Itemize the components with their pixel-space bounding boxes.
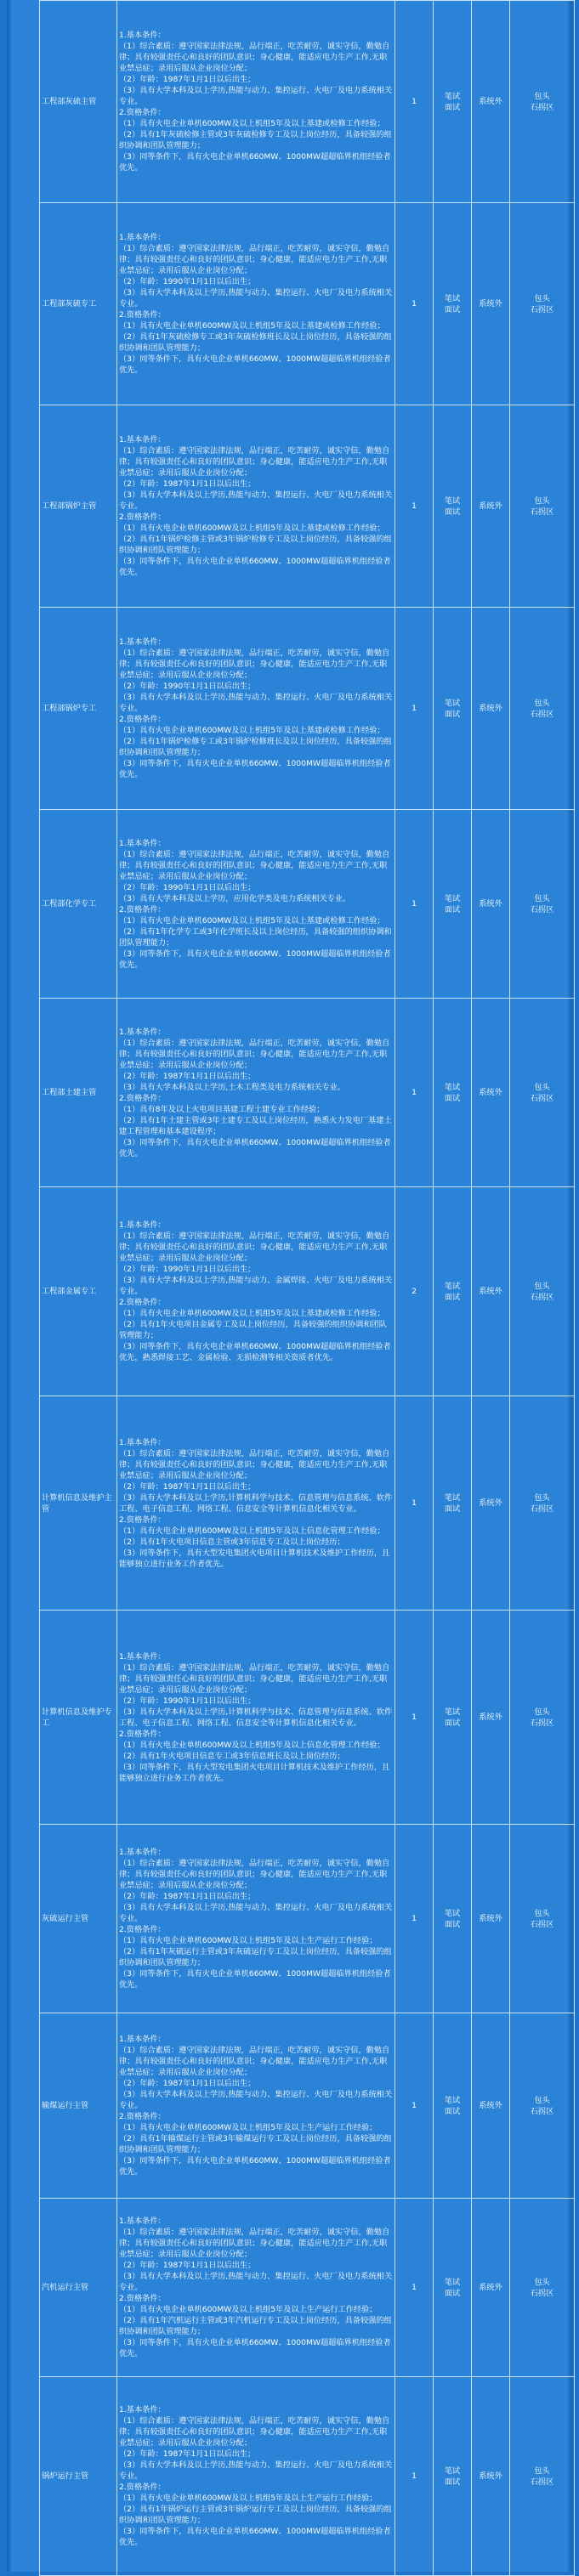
exam-method-item: 面试 [444, 2288, 461, 2298]
requirement-line: （2）具有1年灰硫检修专工或3年灰硫检修班长及以上岗位经历，具备较强的组织协调和团队管理能力； [119, 332, 392, 353]
recruit-scope: 系统外 [472, 405, 510, 608]
requirement-line: （1）具有火电企业单机600MW及以上机组5年及以上生产运行工作经验； [119, 2305, 377, 2314]
exam-method-item: 笔试 [444, 1492, 461, 1503]
table-row [40, 2199, 575, 2377]
requirement-line: （3）同等条件下，具有火电企业单机660MW、1000MW超超临界机组经验者优先。 [119, 557, 391, 577]
position-title: 工程部灰硫主管 [40, 1, 117, 203]
requirements-cell [117, 405, 395, 608]
requirements-cell [117, 2199, 395, 2377]
requirement-line: （2）具有1年汽机运行主管或3年汽机运行专工及以上岗位经历，具备较强的组织协调和团队管理能力； [119, 2316, 392, 2336]
recruit-scope: 系统外 [472, 1, 510, 203]
requirement-line: （2）具有1年锅炉运行主管或3年锅炉运行专工及以上岗位经历，具备较强的组织协调和团队管理能力； [119, 2505, 392, 2525]
exam-method [434, 405, 472, 608]
requirement-line: （3）具有大学本科及以上学历,热能与动力、集控运行、火电厂及电力系统相关专业。 [119, 2460, 393, 2481]
requirement-line: （3）同等条件下，具有火电企业单机660MW、1000MW超超临界机组经验者优先。 [119, 759, 391, 779]
requirement-line: （3）同等条件下，具有火电企业单机660MW、1000MW超超临界机组经验者优先。 [119, 948, 391, 970]
position-title: 工程部锅炉主管 [40, 405, 117, 608]
requirement-line: （1）综合素质：遵守国家法律法规，品行端正，吃苦耐劳，诚实守信，勤勉自律；具有较强责任心和良好的团队意识；身心健康，能适应电力生产工作,无职业禁忌症；录用后服从企业岗位分配； [119, 849, 390, 881]
work-location [510, 999, 575, 1187]
exam-method [434, 1, 472, 203]
table-row [40, 2377, 575, 2576]
work-location-item: 石拐区 [530, 709, 554, 719]
work-location-item: 石拐区 [530, 2106, 554, 2116]
requirement-line: （3）具有大学本科及以上学历,热能与动力、金属焊接、火电厂及电力系统相关专业。 [119, 1276, 393, 1296]
requirement-line: （2）年龄：1990年1月1日以后出生； [119, 682, 256, 691]
headcount: 1 [395, 1825, 434, 2013]
requirement-line: 2.资格条件： [119, 1093, 166, 1103]
requirement-line: （3）同等条件下，具有火电企业单机660MW、1000MW超超临界机组经验者优先，熟悉焊接工艺、金属检验、无损检测等相关资质者优先。 [119, 1342, 391, 1362]
work-location-item: 包头 [534, 91, 550, 101]
exam-method [434, 203, 472, 405]
requirement-line: （1）综合素质：遵守国家法律法规，品行端正，吃苦耐劳，诚实守信，勤勉自律；具有较强责任心和良好的团队意识；身心健康，能适应电力生产工作,无职业禁忌症；录用后服从企业岗位分配； [119, 2416, 390, 2448]
work-location-item: 石拐区 [530, 1093, 554, 1103]
work-location-item: 石拐区 [530, 304, 554, 314]
requirement-line: （3）具有大学本科及以上学历,热能与动力、集控运行、火电厂及电力系统相关专业。 [119, 490, 393, 511]
requirement-line: （2）年龄：1990年1月1日以后出生； [119, 277, 256, 286]
requirement-line: （2）年龄：1987年1月1日以后出生； [119, 1481, 256, 1492]
exam-method-item: 面试 [444, 709, 461, 719]
recruit-scope: 系统外 [472, 999, 510, 1187]
work-location [510, 2377, 575, 2576]
exam-method [434, 999, 472, 1187]
requirement-line: （1）具有火电企业单机600MW及以上机组5年及以上生产运行工作经验； [119, 2494, 377, 2503]
table-row [40, 405, 575, 608]
recruit-scope: 系统外 [472, 1611, 510, 1825]
requirements-cell [117, 203, 395, 405]
headcount: 1 [395, 405, 434, 608]
position-title: 计算机信息及维护主管 [40, 1396, 117, 1611]
work-location-item: 包头 [534, 495, 550, 506]
requirement-line: （1）综合素质：遵守国家法律法规，品行端正，吃苦耐劳，诚实守信，勤勉自律；具有较强责任心和良好的团队意识；身心健康，能适应电力生产工作,无职业禁忌症；录用后服从企业岗位分配； [119, 2046, 390, 2077]
requirements-cell [117, 1396, 395, 1611]
recruit-scope: 系统外 [472, 2013, 510, 2199]
position-title: 计算机信息及维护专工 [40, 1611, 117, 1825]
requirement-line: （2）具有1年锅炉检修主管或3年锅炉检修专工及以上岗位经历，具备较强的组织协调和团队管理能力； [119, 535, 392, 555]
requirement-line: 1.基本条件： [119, 31, 166, 40]
work-location-item: 包头 [534, 2277, 550, 2287]
requirement-line: 2.资格条件： [119, 715, 166, 724]
exam-method [434, 1611, 472, 1825]
requirement-line: 1.基本条件： [119, 233, 166, 242]
requirement-line: （2）年龄：1990年1月1日以后出生； [119, 882, 256, 892]
requirement-line: （3）同等条件下，具有火电企业单机660MW、1000MW超超临界机组经验者优先。 [119, 1137, 391, 1158]
exam-method [434, 2199, 472, 2377]
job-table-body [40, 1, 575, 2576]
recruit-scope: 系统外 [472, 1396, 510, 1611]
exam-method-item: 笔试 [444, 893, 461, 903]
headcount: 1 [395, 999, 434, 1187]
requirements-cell [117, 1187, 395, 1396]
requirements-cell [117, 999, 395, 1187]
requirement-line: （2）具有1年火电项目信息专工或3年信息班长及以上岗位经历； [119, 1751, 345, 1761]
headcount: 1 [395, 2013, 434, 2199]
exam-method [434, 1396, 472, 1611]
requirement-line: （1）综合素质：遵守国家法律法规，品行端正，吃苦耐劳，诚实守信，勤勉自律；具有较强责任心和良好的团队意识；身心健康，能适应电力生产工作,无职业禁忌症；录用后服从企业岗位分配； [119, 1231, 390, 1263]
headcount: 1 [395, 2377, 434, 2576]
requirement-line: （1）综合素质：遵守国家法律法规，品行端正，吃苦耐劳，诚实守信，勤勉自律；具有较强责任心和良好的团队意识；身心健康，能适应电力生产工作,无职业禁忌症；录用后服从企业岗位分配； [119, 2228, 390, 2259]
recruit-scope: 系统外 [472, 810, 510, 999]
requirement-line: 2.资格条件： [119, 1514, 166, 1525]
requirement-line: （3）具有大学本科及以上学历,热能与动力、集控运行、火电厂及电力系统相关专业。 [119, 86, 393, 106]
requirement-line: （2）年龄：1987年1月1日以后出生； [119, 2079, 256, 2088]
requirement-line: （2）年龄：1987年1月1日以后出生； [119, 2449, 256, 2459]
work-location [510, 1825, 575, 2013]
work-location-item: 包头 [534, 1082, 550, 1092]
headcount: 1 [395, 810, 434, 999]
headcount: 1 [395, 203, 434, 405]
requirements-cell [117, 810, 395, 999]
requirement-line: （2）年龄：1987年1月1日以后出生； [119, 75, 256, 84]
requirement-line: （1）具有火电企业单机600MW及以上机组5年及以上生产运行工作经验； [119, 2123, 377, 2132]
requirement-line: （2）具有1年土建主管或3年土建专工及以上岗位经历，熟悉火力发电厂基建土建工程管理和基本建设程序； [119, 1115, 392, 1136]
table-row [40, 1825, 575, 2013]
requirement-line: 1.基本条件： [119, 1027, 166, 1037]
exam-method-item: 笔试 [444, 495, 461, 506]
work-location [510, 1, 575, 203]
exam-method-item: 面试 [444, 2477, 461, 2487]
exam-method-item: 面试 [444, 1718, 461, 1728]
recruit-scope: 系统外 [472, 2199, 510, 2377]
requirement-line: （2）具有1年火电项目信息主管或3年信息专工及以上岗位经历； [119, 1537, 345, 1547]
work-location-item: 包头 [534, 2095, 550, 2105]
requirement-line: （1）综合素质：遵守国家法律法规，品行端正，吃苦耐劳，诚实守信，勤勉自律；具有较强责任心和良好的团队意识；身心健康，能适应电力生产工作,无职业禁忌症；录用后服从企业岗位分配； [119, 244, 390, 275]
work-location-item: 石拐区 [530, 2477, 554, 2487]
exam-method-item: 笔试 [444, 1281, 461, 1291]
work-location-item: 包头 [534, 1281, 550, 1291]
requirement-line: （2）年龄：1987年1月1日以后出生； [119, 479, 256, 489]
requirement-line: 1.基本条件： [119, 2405, 166, 2415]
requirement-line: （3）同等条件下，具有火电企业单机660MW、1000MW超超临界机组经验者优先。 [119, 1969, 391, 1990]
work-location [510, 203, 575, 405]
work-location-item: 石拐区 [530, 1919, 554, 1929]
position-title: 工程部锅炉专工 [40, 608, 117, 810]
requirement-line: 1.基本条件： [119, 435, 166, 444]
position-title: 工程部金属专工 [40, 1187, 117, 1396]
headcount: 1 [395, 2199, 434, 2377]
requirement-line: 1.基本条件： [119, 1848, 166, 1857]
requirement-line: 2.资格条件： [119, 1298, 166, 1307]
table-row [40, 810, 575, 999]
requirement-line: （3）具有大学本科及以上学历,热能与动力、集控运行、火电厂及电力系统相关专业。 [119, 288, 393, 309]
requirement-line: （1）具有火电企业单机600MW及以上机组5年及以上基建或检修工作经验； [119, 726, 385, 735]
requirement-line: （2）年龄：1987年1月1日以后出生； [119, 1071, 256, 1081]
position-title: 工程部灰硫专工 [40, 203, 117, 405]
exam-method [434, 1825, 472, 2013]
requirement-line: （1）综合素质：遵守国家法律法规，品行端正，吃苦耐劳，诚实守信，勤勉自律；具有较强责任心和良好的团队意识；身心健康，能适应电力生产工作,无职业禁忌症；录用后服从企业岗位分配； [119, 1859, 390, 1890]
requirement-line: （3）同等条件下，具有火电企业单机660MW、1000MW超超临界机组经验者优先。 [119, 152, 391, 173]
exam-method [434, 2377, 472, 2576]
requirement-line: （3）具有大学本科及以上学历，应用化学类及电力系统相关专业。 [119, 893, 351, 903]
work-location [510, 608, 575, 810]
exam-method-item: 面试 [444, 102, 461, 112]
work-location-item: 包头 [534, 1908, 550, 1918]
work-location-item: 石拐区 [530, 904, 554, 914]
requirement-line: （3）同等条件下，具有大型发电集团火电项目计算机技术及维护工作经历，且能够独立进行业务工作者优先。 [119, 1548, 390, 1569]
requirements-cell [117, 2377, 395, 2576]
work-location-item: 石拐区 [530, 1503, 554, 1514]
requirement-line: （1）具有火电企业单机600MW及以上机组5年及以上信息化管理工作经验； [119, 1526, 385, 1536]
headcount: 1 [395, 1396, 434, 1611]
exam-method-item: 面试 [444, 1292, 461, 1302]
work-location [510, 1396, 575, 1611]
work-location-item: 石拐区 [530, 2288, 554, 2298]
requirements-cell [117, 1611, 395, 1825]
position-title: 锅炉运行主管 [40, 2377, 117, 2576]
requirements-cell [117, 2013, 395, 2199]
requirements-cell [117, 1825, 395, 2013]
requirement-line: （1）具有火电企业单机600MW及以上机组5年及以上生产运行工作经验； [119, 1936, 377, 1945]
position-title: 工程部土建主管 [40, 999, 117, 1187]
exam-method-item: 笔试 [444, 293, 461, 303]
work-location-item: 包头 [534, 293, 550, 303]
requirement-line: （3）具有大学本科及以上学历,计算机科学与技术、信息管理与信息系统、软件工程、电子信息工程、网络工程、信息安全等计算机信息化相关专业。 [119, 1492, 393, 1514]
requirement-line: （1）综合素质：遵守国家法律法规，品行端正，吃苦耐劳，诚实守信，勤勉自律；具有较强责任心和良好的团队意识；身心健康，能适应电力生产工作,无职业禁忌症；录用后服从企业岗位分配； [119, 1448, 390, 1480]
requirement-line: 1.基本条件： [119, 1220, 166, 1230]
requirement-line: 2.资格条件： [119, 2483, 166, 2492]
requirement-line: （2）具有1年锅炉检修专工或3年锅炉检修班长及以上岗位经历，具备较强的组织协调和团队管理能力； [119, 737, 392, 757]
requirement-line: （3）具有大学本科及以上学历,热能与动力、集控运行、火电厂及电力系统相关专业。 [119, 2090, 393, 2110]
position-title: 输煤运行主管 [40, 2013, 117, 2199]
requirement-line: （1）综合素质：遵守国家法律法规，品行端正，吃苦耐劳，诚实守信，勤勉自律；具有较强责任心和良好的团队意识；身心健康，能适应电力生产工作,无职业禁忌症；录用后服从企业岗位分配； [119, 648, 390, 680]
headcount: 1 [395, 1, 434, 203]
requirement-line: （3）同等条件下，具有火电企业单机660MW、1000MW超超临界机组经验者优先。 [119, 354, 391, 375]
requirement-line: （1）具有火电企业单机600MW及以上机组5年及以上基建或检修工作经验； [119, 321, 385, 331]
requirement-line: （3）具有大学本科及以上学历,热能与动力、集控运行、火电厂及电力系统相关专业。 [119, 2272, 393, 2292]
requirement-line: （1）综合素质：遵守国家法律法规，品行端正，吃苦耐劳，诚实守信，勤勉自律；具有较强责任心和良好的团队意识；身心健康，能适应电力生产工作,无职业禁忌症；录用后服从企业岗位分配； [119, 1038, 390, 1070]
work-location-item: 石拐区 [530, 507, 554, 517]
requirement-line: 2.资格条件： [119, 310, 166, 320]
position-title: 灰硫运行主管 [40, 1825, 117, 2013]
exam-method-item: 面试 [444, 1093, 461, 1103]
requirement-line: （3）同等条件下，具有大型发电集团火电项目计算机技术及维护工作经历，且能够独立进行业务工作者优先。 [119, 1762, 390, 1783]
job-table [39, 0, 575, 2576]
requirement-line: （2）具有1年输煤运行主管或3年输煤运行专工及以上岗位经历，具备较强的组织协调和团队管理能力； [119, 2134, 392, 2154]
requirement-line: （2）年龄：1987年1月1日以后出生； [119, 2261, 256, 2270]
requirement-line: （3）具有大学本科及以上学历,土木工程类及电力系统相关专业。 [119, 1082, 346, 1092]
exam-method-item: 面试 [444, 1503, 461, 1514]
work-location-item: 包头 [534, 1492, 550, 1503]
recruit-scope: 系统外 [472, 1825, 510, 2013]
requirement-line: （3）具有大学本科及以上学历,计算机科学与技术、信息管理与信息系统、软件工程、电子信息工程、网络工程、信息安全等计算机信息化相关专业。 [119, 1707, 393, 1728]
work-location [510, 1187, 575, 1396]
work-location-item: 包头 [534, 1707, 550, 1717]
table-row [40, 1187, 575, 1396]
work-location-item: 石拐区 [530, 1292, 554, 1302]
requirement-line: 1.基本条件： [119, 1437, 166, 1447]
work-location-item: 石拐区 [530, 102, 554, 112]
requirement-line: （1）综合素质：遵守国家法律法规，品行端正，吃苦耐劳，诚实守信，勤勉自律；具有较强责任心和良好的团队意识；身心健康，能适应电力生产工作,无职业禁忌症；录用后服从企业岗位分配； [119, 1662, 390, 1695]
requirement-line: （1）具有火电企业单机600MW及以上机组5年及以上基建或检修工作经验； [119, 915, 385, 926]
work-location [510, 2013, 575, 2199]
requirement-line: 1.基本条件： [119, 1651, 166, 1662]
headcount: 2 [395, 1187, 434, 1396]
table-row [40, 999, 575, 1187]
requirement-line: （3）同等条件下，具有火电企业单机660MW、1000MW超超临界机组经验者优先。 [119, 2156, 391, 2177]
work-location-item: 包头 [534, 893, 550, 903]
headcount: 1 [395, 1611, 434, 1825]
work-location-item: 石拐区 [530, 1718, 554, 1728]
exam-method-item: 面试 [444, 1919, 461, 1929]
position-title: 工程部化学专工 [40, 810, 117, 999]
requirement-line: （1）具有火电企业单机600MW及以上机组5年及以上基建或检修工作经验； [119, 119, 385, 128]
requirement-line: （2）年龄：1987年1月1日以后出生； [119, 1892, 256, 1901]
table-row [40, 608, 575, 810]
requirement-line: （1）综合素质：遵守国家法律法规，品行端正，吃苦耐劳，诚实守信，勤勉自律；具有较强责任心和良好的团队意识；身心健康，能适应电力生产工作,无职业禁忌症；录用后服从企业岗位分配； [119, 446, 390, 478]
requirement-line: 2.资格条件： [119, 108, 166, 117]
requirement-line: （3）具有大学本科及以上学历,热能与动力、集控运行、火电厂及电力系统相关专业。 [119, 1903, 393, 1923]
requirement-line: 2.资格条件： [119, 1925, 166, 1934]
exam-method-item: 笔试 [444, 2277, 461, 2287]
exam-method [434, 1187, 472, 1396]
requirements-cell [117, 1, 395, 203]
exam-method-item: 笔试 [444, 2095, 461, 2105]
requirement-line: 1.基本条件： [119, 637, 166, 647]
exam-method-item: 笔试 [444, 1908, 461, 1918]
exam-method-item: 面试 [444, 304, 461, 314]
table-row [40, 1611, 575, 1825]
requirement-line: 2.资格条件： [119, 904, 166, 914]
requirement-line: （1）具有火电企业单机600MW及以上机组5年及以上信息化管理工作经验； [119, 1740, 385, 1750]
requirement-line: （1）具有火电企业单机600MW及以上机组5年及以上基建或检修工作经验； [119, 524, 385, 533]
exam-method-item: 笔试 [444, 91, 461, 101]
work-location [510, 810, 575, 999]
position-title: 汽机运行主管 [40, 2199, 117, 2377]
exam-method [434, 2013, 472, 2199]
requirement-line: （3）同等条件下，具有火电企业单机660MW、1000MW超超临界机组经验者优先。 [119, 2338, 391, 2358]
requirement-line: （2）年龄：1990年1月1日以后出生； [119, 1696, 256, 1706]
exam-method [434, 810, 472, 999]
requirement-line: （3）具有大学本科及以上学历,热能与动力、集控运行、火电厂及电力系统相关专业。 [119, 693, 393, 713]
requirement-line: （2）具有1年火电项目金属专工及以上岗位经历，具备较强的组织协调和团队管理能力； [119, 1320, 387, 1340]
requirement-line: （2）具有1年灰硫运行主管或3年灰硫运行专工及以上岗位经历，具备较强的组织协调和团队管理能力； [119, 1947, 392, 1967]
table-row [40, 1396, 575, 1611]
requirement-line: （1）具有8年及以上火电项目基建工程土建专业工作经验； [119, 1104, 325, 1114]
requirement-line: （3）同等条件下，具有火电企业单机660MW、1000MW超超临界机组经验者优先。 [119, 2527, 391, 2547]
exam-method-item: 笔试 [444, 1707, 461, 1717]
frame-edge-left [7, 0, 14, 2572]
recruit-scope: 系统外 [472, 608, 510, 810]
requirement-line: （1）具有火电企业单机600MW及以上机组5年及以上基建或检修工作经验； [119, 1309, 385, 1318]
table-row [40, 203, 575, 405]
requirement-line: 2.资格条件： [119, 1729, 166, 1739]
requirement-line: 1.基本条件： [119, 2216, 166, 2226]
requirement-line: （2）具有1年灰硫检修主管或3年灰硫检修专工及以上岗位经历，具备较强的组织协调和团队管理能力； [119, 130, 392, 150]
exam-method [434, 608, 472, 810]
work-location-item: 包头 [534, 2466, 550, 2476]
requirement-line: （1）综合素质：遵守国家法律法规，品行端正，吃苦耐劳，诚实守信，勤勉自律；具有较强责任心和良好的团队意识；身心健康，能适应电力生产工作,无职业禁忌症；录用后服从企业岗位分配； [119, 42, 390, 73]
exam-method-item: 笔试 [444, 2466, 461, 2476]
recruit-scope: 系统外 [472, 1187, 510, 1396]
work-location [510, 1611, 575, 1825]
work-location-item: 包头 [534, 698, 550, 708]
headcount: 1 [395, 608, 434, 810]
requirement-line: 1.基本条件： [119, 838, 166, 848]
recruit-scope: 系统外 [472, 2377, 510, 2576]
requirement-line: 2.资格条件： [119, 2294, 166, 2303]
exam-method-item: 笔试 [444, 1082, 461, 1092]
requirement-line: 2.资格条件： [119, 2112, 166, 2121]
work-location [510, 2199, 575, 2377]
exam-method-item: 面试 [444, 904, 461, 914]
requirement-line: （2）具有1年化学专工或3年化学班长及以上岗位经历，具备较强的组织协调和团队管理能力； [119, 926, 392, 948]
work-location [510, 405, 575, 608]
recruit-scope: 系统外 [472, 203, 510, 405]
requirements-cell [117, 608, 395, 810]
requirement-line: 2.资格条件： [119, 512, 166, 522]
exam-method-item: 面试 [444, 507, 461, 517]
requirement-line: 1.基本条件： [119, 2035, 166, 2044]
exam-method-item: 笔试 [444, 698, 461, 708]
exam-method-item: 面试 [444, 2106, 461, 2116]
table-row [40, 1, 575, 203]
table-row [40, 2013, 575, 2199]
requirement-line: （2）年龄：1990年1月1日以后出生； [119, 1265, 256, 1274]
